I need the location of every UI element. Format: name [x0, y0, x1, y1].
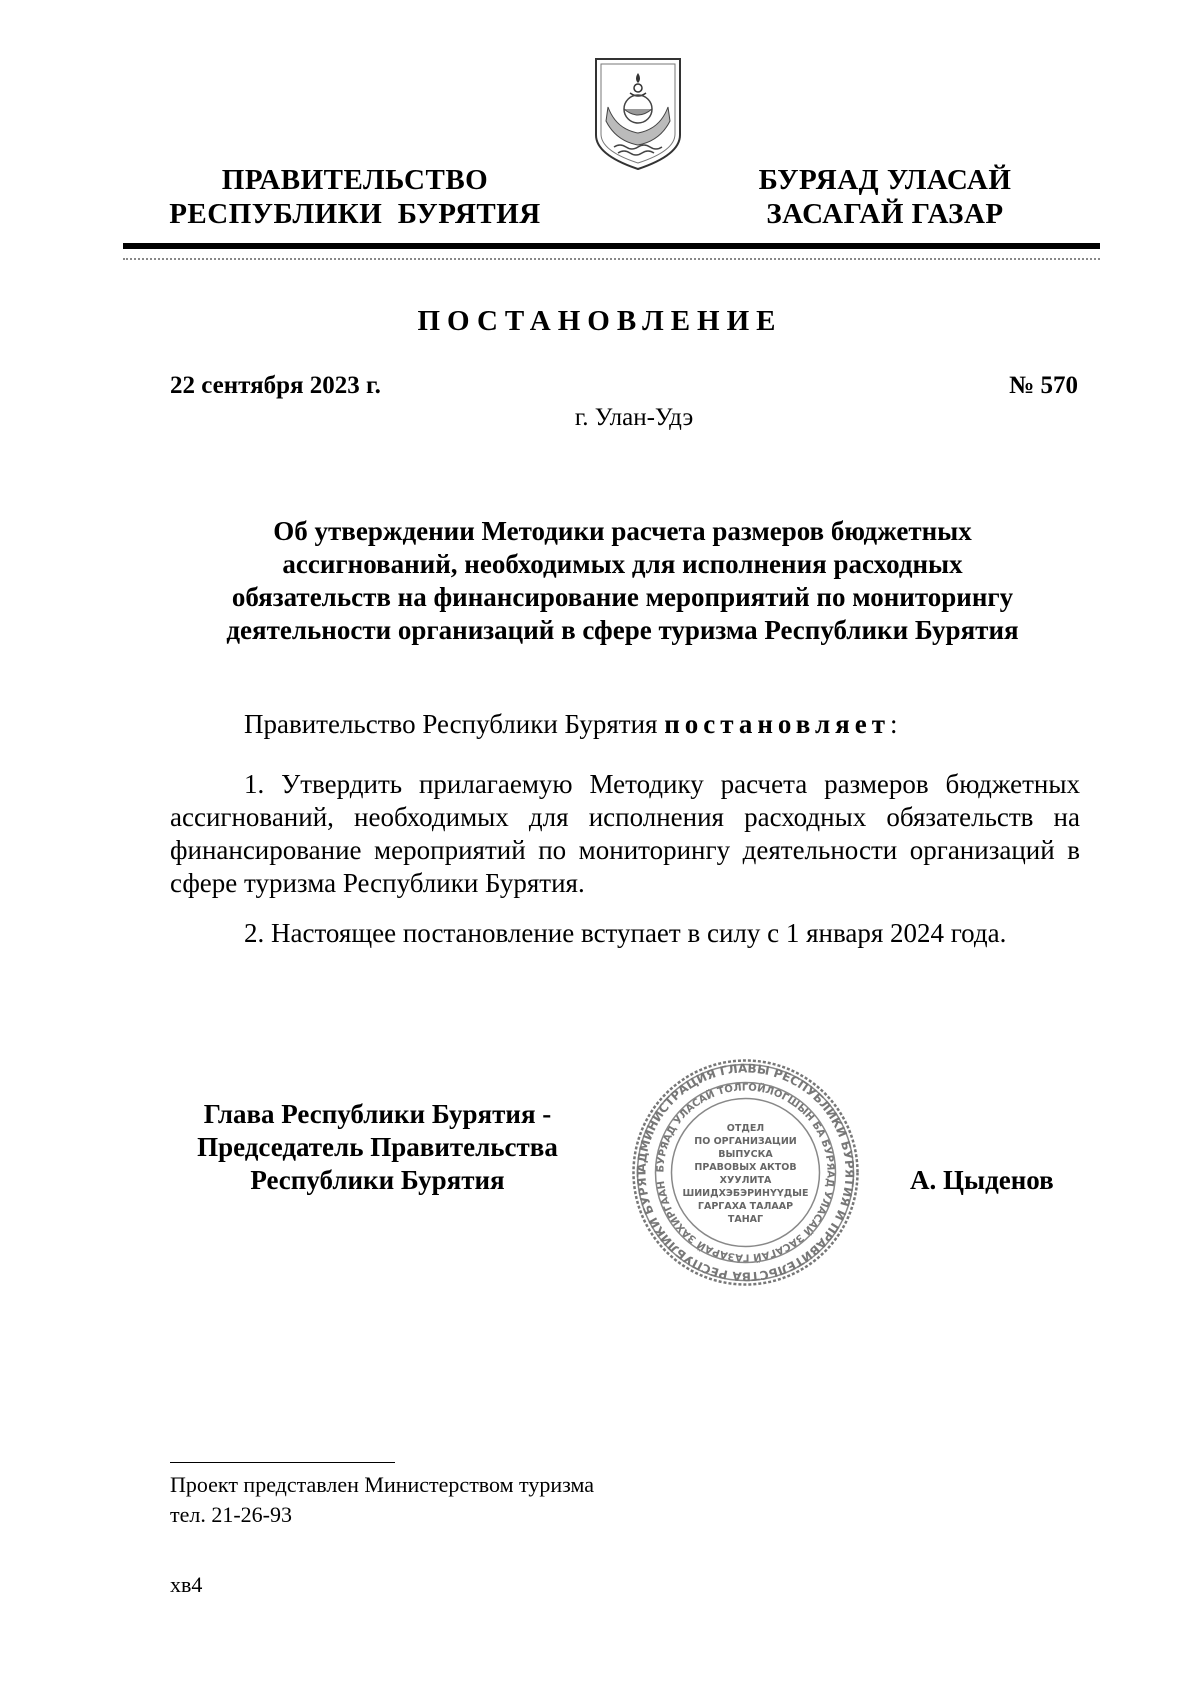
footer-code: хв4	[170, 1572, 203, 1597]
header-left-line2: РЕСПУБЛИКИ БУРЯТИЯ	[169, 198, 541, 230]
document-number: № 570	[1009, 372, 1078, 399]
stamp-center-line3: ВЫПУСКА	[718, 1149, 773, 1160]
title-line4: деятельности организаций в сфере туризма Республики Бурятия	[226, 615, 1019, 645]
header-right-line2: ЗАСАГАЙ ГАЗАР	[766, 198, 1004, 230]
stamp-center-line2: ПО ОРГАНИЗАЦИИ	[694, 1136, 797, 1147]
official-stamp	[628, 1055, 863, 1290]
paragraph-1: 1. Утвердить прилагаемую Методику расчета размеров бюджетных ассигнований, необходимых для исполнения расходных обязательств на финансирование мероприятий по мониторингу деятельности организаций в сфере туризма Республики Бурятия.	[170, 769, 1080, 898]
stamp-center-line6: ШИИДХЭБЭРИНҮҮДЫЕ	[682, 1188, 809, 1199]
coat-of-arms-icon	[590, 55, 686, 175]
title-line2: ассигнований, необходимых для исполнения расходных	[282, 549, 963, 579]
stamp-center-line8: ТАНАГ	[727, 1214, 764, 1225]
stamp-center-line7: ГАРГАХА ТАЛААР	[697, 1201, 794, 1212]
signatory-role-line2: Председатель Правительства	[197, 1132, 558, 1162]
stamp-center-line4: ПРАВОВЫХ АКТОВ	[694, 1162, 797, 1173]
signatory-role-line1: Глава Республики Бурятия -	[203, 1099, 552, 1129]
header-right-line1: БУРЯАД УЛАСАЙ	[758, 164, 1012, 196]
title-line1: Об утверждении Методики расчета размеров бюджетных	[273, 516, 972, 546]
signatory-role	[170, 1098, 585, 1197]
header-left-line1: ПРАВИТЕЛЬСТВО	[221, 164, 489, 196]
footer-note	[170, 1470, 594, 1530]
document-city: г. Улан-Удэ	[574, 404, 694, 431]
signatory-role-line3: Республики Бурятия	[250, 1165, 505, 1195]
document-title	[170, 515, 1075, 647]
footer-prepared-by: Проект представлен Министерством туризма	[170, 1472, 595, 1497]
title-line3: обязательств на финансирование мероприятий по мониторингу	[231, 582, 1014, 612]
header-divider-dotted	[123, 258, 1100, 260]
intro-prefix: Правительство Республики Бурятия	[244, 709, 665, 739]
intro-resolves: постановляет	[664, 709, 890, 739]
stamp-center-line5: ХУУЛИТА	[719, 1175, 772, 1186]
signatory-name: А. Цыденов	[910, 1165, 1054, 1195]
stamp-inner-text: БУРЯАД УЛАСАЙ ТОЛГОЙЛОГШЫН БА БУРЯАД УЛАСАЙ ЗАСАГАЙ ГАЗАРАЙ ЗАХИРГААН	[655, 1082, 836, 1263]
footer-divider	[170, 1462, 395, 1463]
header-divider-thick	[123, 243, 1100, 249]
header-right	[735, 163, 1035, 231]
stamp-center-line1: ОТДЕЛ	[726, 1123, 765, 1134]
footer-phone: тел. 21-26-93	[170, 1502, 293, 1527]
paragraph-2: 2. Настоящее постановление вступает в силу с 1 января 2024 года.	[244, 918, 1007, 948]
document-type: ПОСТАНОВЛЕНИЕ	[417, 305, 783, 337]
header-left	[160, 163, 550, 231]
resolution-intro	[244, 708, 897, 741]
stamp-outer-text: АДМИНИСТРАЦИЯ ГЛАВЫ РЕСПУБЛИКИ БУРЯТИЯ И ПРАВИТЕЛЬСТВА РЕСПУБЛИКИ БУРЯТ	[634, 1061, 857, 1284]
intro-suffix: :	[889, 709, 898, 739]
document-date: 22 сентября 2023 г.	[170, 372, 381, 399]
